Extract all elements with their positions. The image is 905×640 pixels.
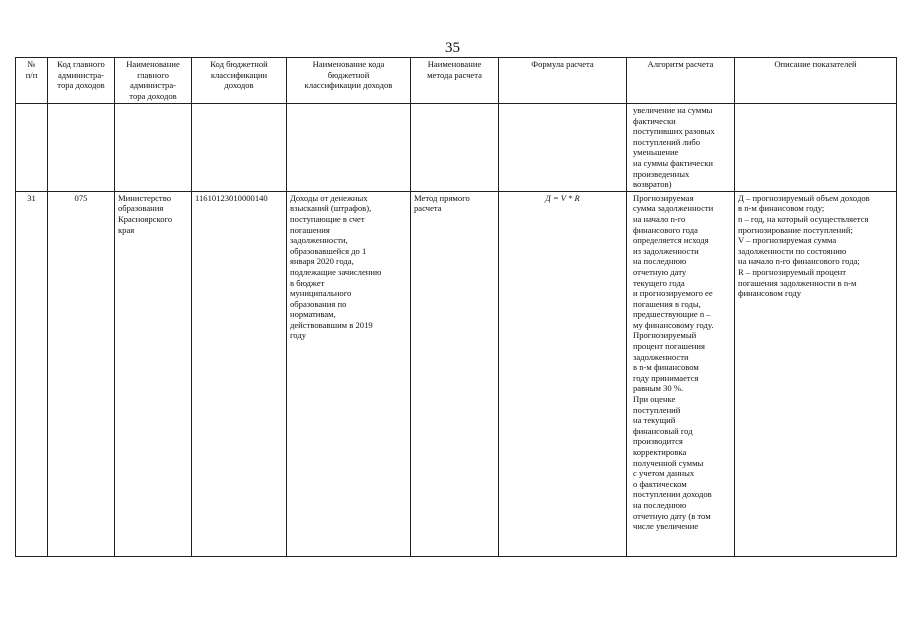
empty-cell [735,104,897,192]
income-forecast-table [15,57,897,557]
description-cell: Д – прогнозируемый объем доходов в n-м финансовом году; n – год, на который осуществляется прогнозирование поступлений; V – прогнозируемая сумма задолженности по состоянию на начало n-го финансового года; R – прогнозируемый процент погашения задолженности в n-м финансовом году [735,191,897,556]
empty-cell [192,104,287,192]
empty-cell [16,104,48,192]
header-code-name: Наименование кода бюджетной классификации доходов [287,58,411,104]
header-budget-code: Код бюджетной классификации доходов [192,58,287,104]
header-row [16,58,897,104]
header-admin-name: Наименование главного администра- тора доходов [115,58,192,104]
header-description: Описание показателей [735,58,897,104]
empty-cell [287,104,411,192]
method-cell: Метод прямого расчета [411,191,499,556]
empty-cell [499,104,627,192]
table-row [16,191,897,556]
algorithm-continuation-cell: увеличение на суммы фактически поступивших разовых поступлений либо уменьшение на суммы фактически произведенных возвратов) [627,104,735,192]
header-number: № п/п [16,58,48,104]
admin-code-cell: 075 [48,191,115,556]
header-admin-code: Код главного администра- тора доходов [48,58,115,104]
empty-cell [48,104,115,192]
header-algorithm: Алгоритм расчета [627,58,735,104]
page-number: 35 [445,40,460,56]
admin-name-cell: Министерство образования Красноярского края [115,191,192,556]
table-row-continuation [16,104,897,192]
empty-cell [115,104,192,192]
header-formula: Формула расчета [499,58,627,104]
row-number-cell: 31 [16,191,48,556]
formula-cell: Д = V * R [499,191,627,556]
budget-code-cell: 11610123010000140 [192,191,287,556]
code-name-cell: Доходы от денежных взысканий (штрафов), поступающие в счет погашения задолженности, образовавшейся до 1 января 2020 года, подлежащие зачислению в бюджет муниципального образования по нормативам, действовавшим в 2019 году [287,191,411,556]
header-method: Наименование метода расчета [411,58,499,104]
algorithm-cell: Прогнозируемая сумма задолженности на начало n-го финансового года определяется исходя из задолженности на последнюю отчетную дату текущего года и прогнозируемого ее погашения в годы, предшествующие n – му финансовому году. Прогнозируемый процент погашения задолженности в n-м финансовом году принимается равным 30 %. При оценке поступлений на текущий финансовый год производится корректировка полученной суммы с учетом данных о фактическом поступлении доходов на последнюю отчетную дату (в том числе увеличение [627,191,735,556]
empty-cell [411,104,499,192]
